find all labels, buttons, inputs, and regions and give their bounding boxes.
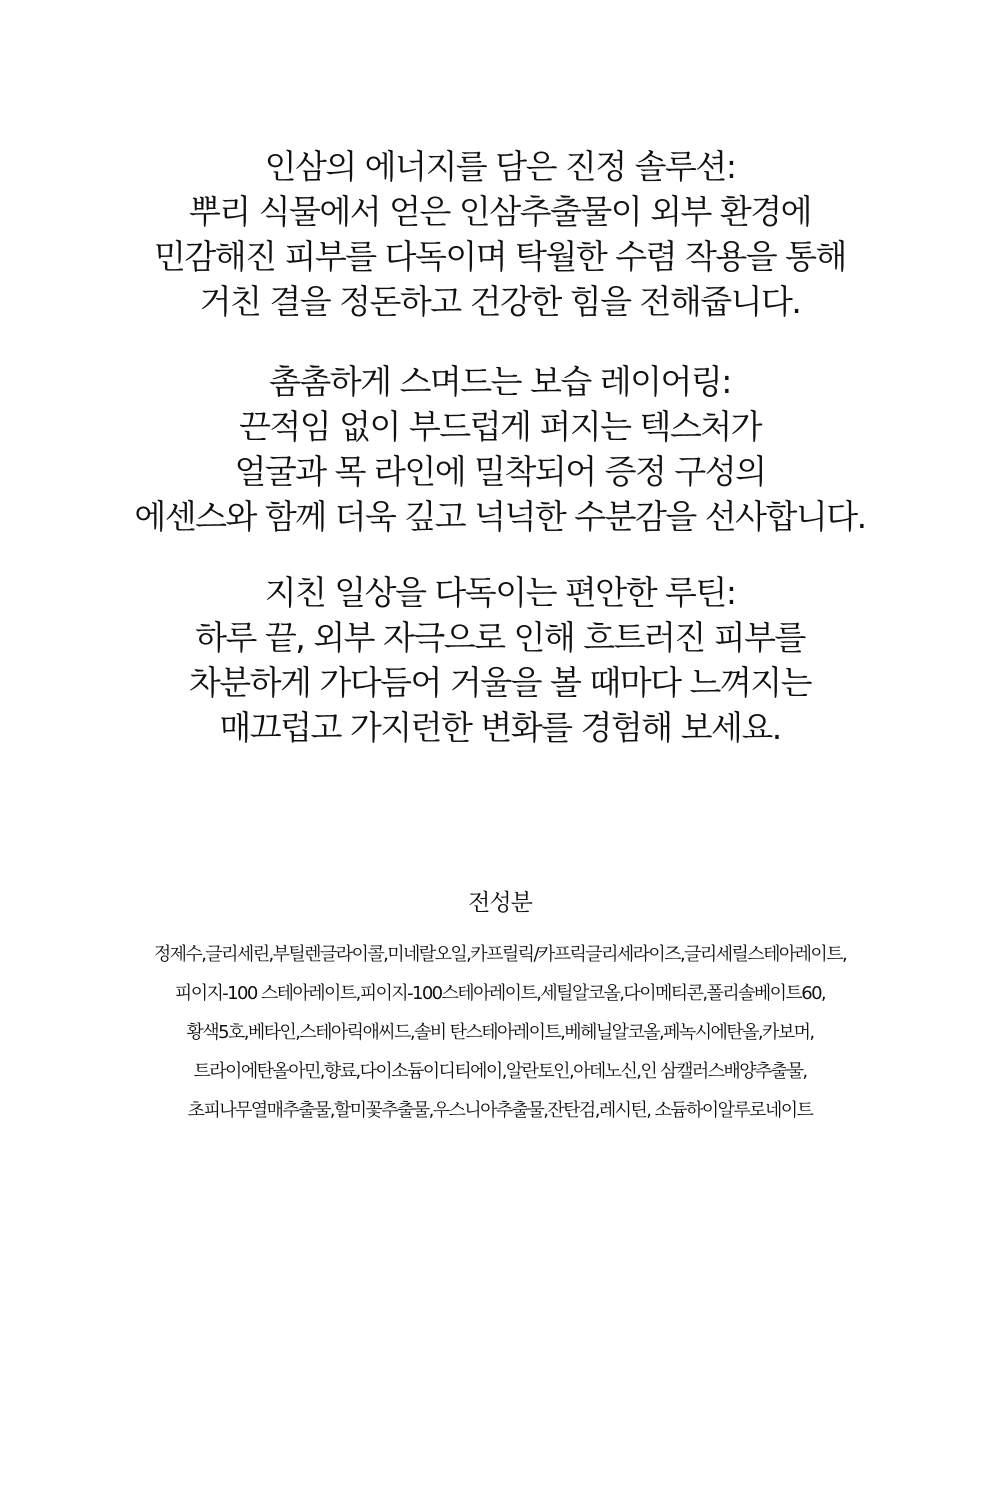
section-text-line: 차분하게 가다듬어 거울을 볼 때마다 느껴지는 <box>188 663 812 702</box>
ginseng-soothing-section <box>0 144 1000 324</box>
section-heading: 지친 일상을 다독이는 편안한 루틴: <box>264 573 736 612</box>
ingredients-line: 황색5호,베타인,스테아릭애씨드,솔비 탄스테아레이트,베헤닐알코올,페녹시에탄올,카보머, <box>186 1022 814 1043</box>
full-ingredients-section <box>0 885 1000 1130</box>
section-text-line: 에센스와 함께 더욱 깊고 넉넉한 수분감을 선사합니다. <box>134 497 866 536</box>
section-text-line: 끈적임 없이 부드럽게 퍼지는 텍스처가 <box>238 407 761 446</box>
section-text-line: 거친 결을 정돈하고 건강한 힘을 전해줍니다. <box>199 282 801 321</box>
section-heading: 촘촘하게 스며드는 보습 레이어링: <box>269 362 731 401</box>
section-text-line: 얼굴과 목 라인에 밀착되어 증정 구성의 <box>234 452 766 491</box>
section-heading: 인삼의 에너지를 담은 진정 솔루션: <box>264 147 736 186</box>
ingredients-line: 트라이에탄올아민,향료,다이소듐이디티에이,알란토인,아데노신,인 삼캘러스배양추출물, <box>193 1061 807 1082</box>
ingredients-line: 정제수,글리세린,부틸렌글라이콜,미네랄오일,카프릴릭/카프릭글리세라이즈,글리세릴스테아레이트, <box>153 944 847 965</box>
section-text-line: 뿌리 식물에서 얻은 인삼추출물이 외부 환경에 <box>188 192 812 231</box>
comfort-routine-section <box>0 570 1000 750</box>
section-text-line: 매끄럽고 가지런한 변화를 경험해 보세요. <box>219 708 781 747</box>
ingredients-line: 초피나무열매추출물,할미꽃추출물,우스니아추출물,잔탄검,레시틴, 소듐하이알루로네이트 <box>187 1100 813 1121</box>
ingredients-line: 피이지-100 스테아레이트,피이지-100스테아레이트,세틸알코올,다이메티콘,폴리솔베이트60, <box>174 983 826 1004</box>
section-text-line: 하루 끝, 외부 자극으로 인해 흐트러진 피부를 <box>195 618 805 657</box>
section-text-line: 민감해진 피부를 다독이며 탁월한 수렴 작용을 통해 <box>154 237 846 276</box>
ingredients-title: 전성분 <box>468 890 532 916</box>
moisture-layering-section <box>0 359 1000 539</box>
